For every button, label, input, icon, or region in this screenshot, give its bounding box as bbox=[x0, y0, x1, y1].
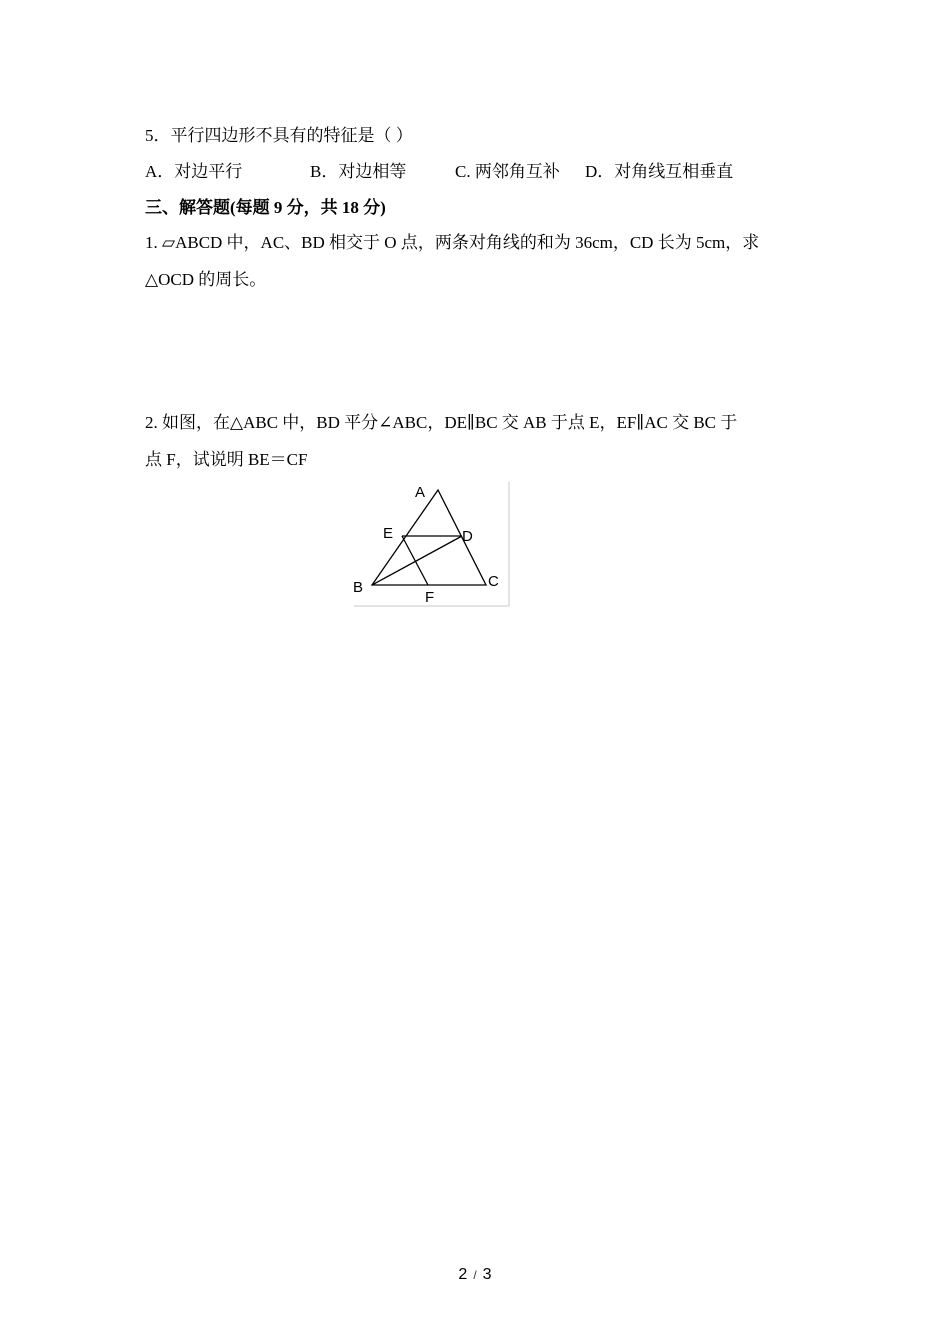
label-c: C bbox=[488, 573, 499, 590]
option-b: B．对边相等 bbox=[310, 162, 407, 181]
label-d: D bbox=[462, 528, 473, 545]
label-a: A bbox=[415, 484, 426, 501]
page-separator: / bbox=[473, 1268, 477, 1282]
total-pages: 3 bbox=[482, 1266, 492, 1283]
segment-bd bbox=[372, 536, 462, 585]
problem-2-line-2: 点 F，试说明 BE＝CF bbox=[145, 450, 308, 469]
option-c: C. 两邻角互补 bbox=[455, 162, 560, 181]
current-page: 2 bbox=[458, 1266, 468, 1283]
triangle-diagram bbox=[352, 480, 512, 608]
question-5-options bbox=[145, 162, 845, 182]
option-d: D．对角线互相垂直 bbox=[585, 162, 734, 181]
label-b: B bbox=[353, 579, 364, 596]
option-a: A．对边平行 bbox=[145, 162, 243, 181]
problem-2-line-1: 2. 如图，在△ABC 中，BD 平分∠ABC，DE∥BC 交 AB 于点 E，EF∥AC 交 BC 于 bbox=[145, 413, 738, 432]
page-number bbox=[0, 1266, 950, 1284]
section-heading: 三、解答题(每题 9 分，共 18 分) bbox=[145, 198, 386, 217]
problem-1-line-1: 1. ▱ABCD 中，AC、BD 相交于 O 点，两条对角线的和为 36cm，CD 长为 5cm，求 bbox=[145, 233, 760, 252]
triangle-figure bbox=[352, 480, 512, 608]
problem-1-line-2: △OCD 的周长。 bbox=[145, 270, 267, 289]
label-e: E bbox=[383, 525, 394, 542]
question-5-stem: 5．平行四边形不具有的特征是（ ） bbox=[145, 126, 413, 145]
label-f: F bbox=[425, 589, 435, 606]
segment-ef bbox=[402, 536, 428, 585]
